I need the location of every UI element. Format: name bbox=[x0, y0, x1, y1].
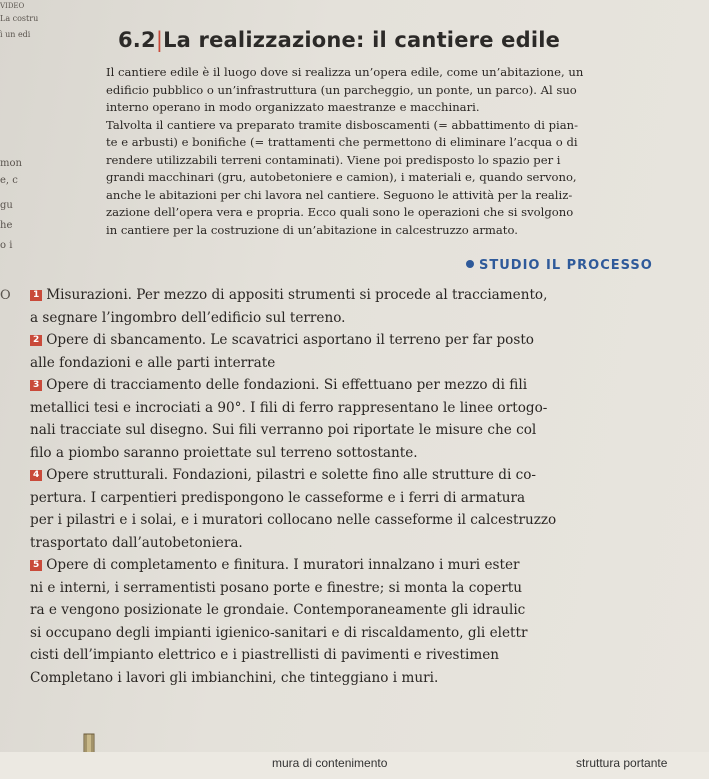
intro-line: te e arbusti) e bonifiche (= trattamenti che permettono di eliminare l’acqua o di bbox=[106, 135, 578, 149]
step-line: trasportato dall’autobetoniera. bbox=[30, 534, 243, 551]
step-line: nali tracciate sul disegno. Sui fili verranno poi riportate le misure che col bbox=[30, 422, 537, 438]
step-line: a segnare l’ingombro dell’edificio sul terreno. bbox=[30, 309, 346, 326]
step-line: filo a piombo saranno proiettate sul terreno sottostante. bbox=[30, 444, 418, 461]
section-number: 6.2 bbox=[118, 28, 156, 52]
intro-line: grandi macchinari (gru, autobetoniere e camion), i materiali e, quando servono, bbox=[106, 170, 577, 184]
step-line: ra e vengono posizionate le grondaie. Contemporaneamente gli idraulic bbox=[30, 602, 526, 618]
step-line: si occupano degli impianti igienico-sanitari e di riscaldamento, gli elettr bbox=[30, 624, 528, 641]
margin-text: e, c bbox=[0, 175, 18, 186]
intro-line: in cantiere per la costruzione di un’abitazione in calcestruzzo armato. bbox=[106, 222, 518, 237]
step-line: per i pilastri e i solai, e i muratori collocano nelle casseforme il calcestruzzo bbox=[30, 512, 557, 528]
step-line: 3 Opere di tracciamento delle fondazioni. Si effettuano per mezzo di fili bbox=[30, 374, 709, 397]
margin-text: he bbox=[0, 220, 13, 231]
intro-line: Il cantiere edile è il luogo dove si realizza un’opera edile, come un’abitazione, un bbox=[106, 65, 584, 79]
studio-process-heading bbox=[466, 258, 653, 273]
margin-text: gu bbox=[0, 200, 13, 211]
step-line: Completano i lavori gli imbianchini, che tinteggiano i muri. bbox=[30, 669, 439, 686]
step-number-badge: 4 bbox=[30, 470, 42, 481]
label-struttura-portante: struttura portante bbox=[576, 756, 668, 770]
bullet-dot-icon bbox=[466, 260, 474, 268]
step-number-badge: 2 bbox=[30, 335, 42, 346]
step-line: 4 Opere strutturali. Fondazioni, pilastri e solette fino alle strutture di co- bbox=[30, 464, 709, 487]
step-line: 1 Misurazioni. Per mezzo di appositi strumenti si procede al tracciamento, bbox=[30, 284, 709, 307]
step-line: 2 Opere di sbancamento. Le scavatrici asportano il terreno per far posto bbox=[30, 329, 709, 352]
margin-text: VIDEO bbox=[0, 2, 25, 10]
studio-label: STUDIO IL PROCESSO bbox=[479, 258, 653, 273]
intro-line: anche le abitazioni per chi lavora nel cantiere. Seguono le attività per la realiz- bbox=[106, 187, 573, 202]
step-line: ni e interni, i serramentisti posano porte e finestre; si monta la copertu bbox=[30, 579, 522, 596]
step-line: 5 Opere di completamento e finitura. I muratori innalzano i muri ester bbox=[30, 554, 709, 577]
label-mura-contenimento: mura di contenimento bbox=[272, 756, 388, 770]
title-separator: | bbox=[155, 28, 164, 52]
intro-line: Talvolta il cantiere va preparato tramite disboscamenti (= abbattimento di pian- bbox=[106, 117, 579, 132]
intro-paragraph bbox=[106, 64, 696, 239]
step-number-badge: 5 bbox=[30, 560, 42, 571]
margin-text: o i bbox=[0, 240, 13, 251]
step-line: alle fondazioni e alle parti interrate bbox=[30, 354, 276, 371]
figure-labels bbox=[0, 752, 709, 779]
margin-text: mon bbox=[0, 158, 22, 169]
step-line: cisti dell’impianto elettrico e i piastrellisti di pavimenti e rivestimen bbox=[30, 647, 500, 663]
step-number-badge: 1 bbox=[30, 290, 42, 301]
margin-text: ì un edi bbox=[0, 30, 31, 39]
section-title bbox=[118, 28, 560, 52]
step-line: pertura. I carpentieri predispongono le casseforme e i ferri di armatura bbox=[30, 489, 526, 506]
intro-line: edificio pubblico o un’infrastruttura (un parcheggio, un ponte, un parco). Al suo bbox=[106, 82, 577, 97]
section-title-text: La realizzazione: il cantiere edile bbox=[163, 28, 561, 52]
intro-line: rendere utilizzabili terreni contaminati). Viene poi predisposto lo spazio per i bbox=[106, 152, 561, 167]
margin-text: La costru bbox=[0, 14, 39, 23]
intro-line: interno operano in modo organizzato maestranze e macchinari. bbox=[106, 100, 480, 114]
intro-line: zazione dell’opera vera e propria. Ecco quali sono le operazioni che si svolgono bbox=[106, 205, 574, 219]
step-number-badge: 3 bbox=[30, 380, 42, 391]
step-line: metallici tesi e incrociati a 90°. I fili di ferro rappresentano le linee ortogo- bbox=[30, 399, 548, 416]
margin-text: O bbox=[0, 288, 11, 303]
process-steps bbox=[30, 284, 709, 689]
